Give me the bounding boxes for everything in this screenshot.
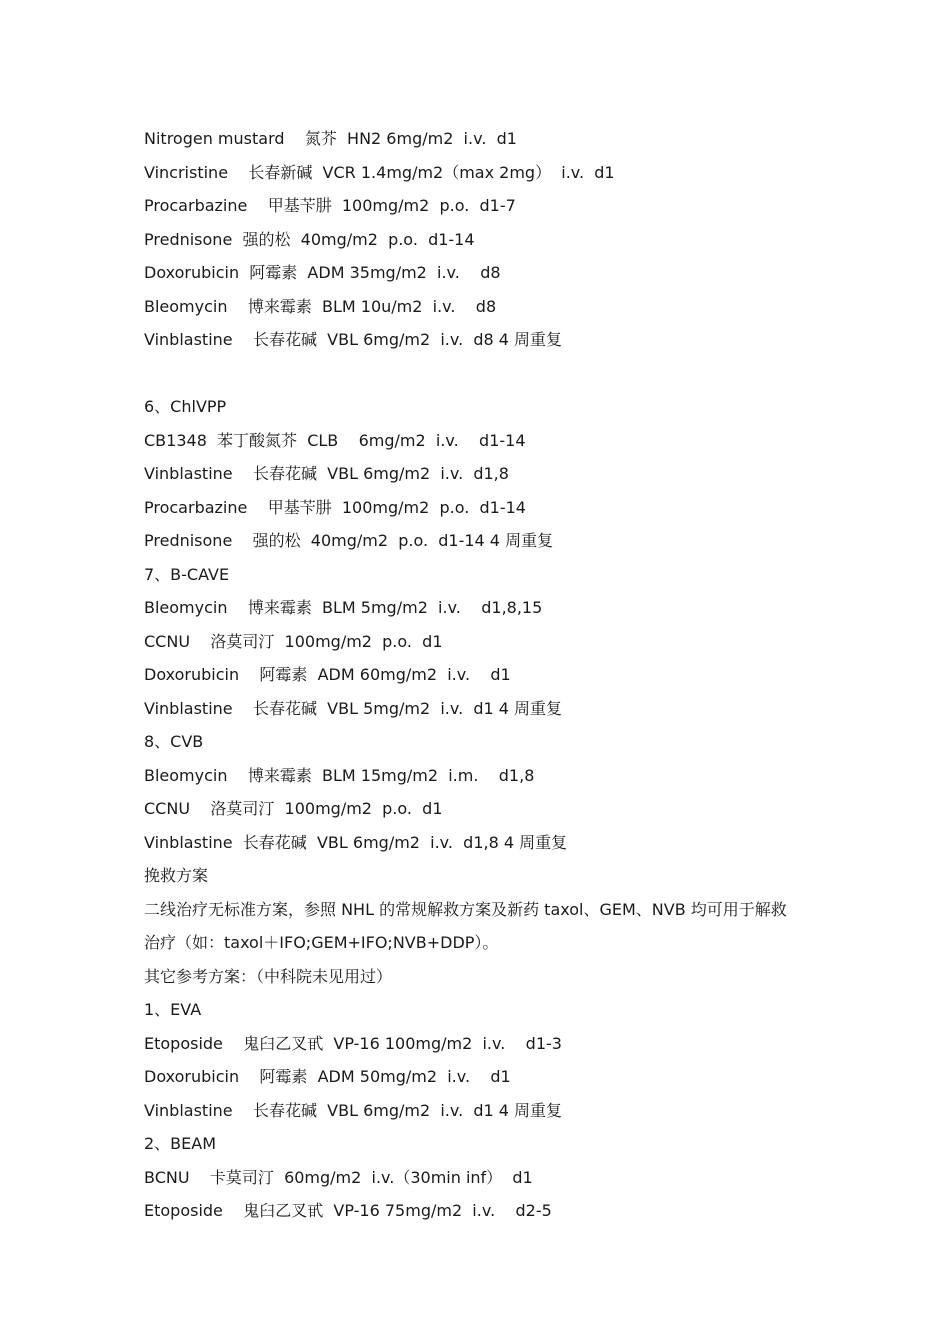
text-line: CCNU 洛莫司汀 100mg/m2 p.o. d1 <box>144 799 443 818</box>
text-line: Bleomycin 博来霉素 BLM 10u/m2 i.v. d8 <box>144 296 497 316</box>
text-line: Prednisone 强的松 40mg/m2 p.o. d1-14 <box>144 229 475 249</box>
text-line: BCNU 卡莫司汀 60mg/m2 i.v.（30min inf） d1 <box>144 1167 533 1187</box>
text-line: Procarbazine 甲基苄肼 100mg/m2 p.o. d1-14 <box>144 497 526 517</box>
document-body <box>144 125 844 1231</box>
section-heading: 7、B-CAVE <box>144 564 230 584</box>
text-line: CB1348 苯丁酸氮芥 CLB 6mg/m2 i.v. d1-14 <box>144 430 526 450</box>
blank-line <box>144 360 844 394</box>
text-line: Prednisone 强的松 40mg/m2 p.o. d1-14 4 周重复 <box>144 531 554 550</box>
text-line: Nitrogen mustard 氮芥 HN2 6mg/m2 i.v. d1 <box>144 129 517 148</box>
section-heading: 其它参考方案：（中科院未见用过） <box>144 966 393 986</box>
section-heading: 挽救方案 <box>144 866 209 885</box>
text-line: Vinblastine 长春花碱 VBL 6mg/m2 i.v. d1,8 4 周重复 <box>144 832 568 852</box>
section-heading: 8、CVB <box>144 732 204 751</box>
section-heading: 2、BEAM <box>144 1134 217 1153</box>
section-heading: 1、EVA <box>144 1000 202 1019</box>
text-line: Vinblastine 长春花碱 VBL 6mg/m2 i.v. d1 4 周重复 <box>144 1100 563 1120</box>
paragraph-line: 二线治疗无标准方案，参照 NHL 的常规解救方案及新药 taxol、GEM、NVB 均可用于解救 <box>144 899 787 919</box>
text-line: Vinblastine 长春花碱 VBL 5mg/m2 i.v. d1 4 周重复 <box>144 698 563 718</box>
text-line: Bleomycin 博来霉素 BLM 5mg/m2 i.v. d1,8,15 <box>144 598 543 617</box>
text-line: Etoposide 鬼臼乙叉甙 VP-16 100mg/m2 i.v. d1-3 <box>144 1033 562 1053</box>
text-line: Bleomycin 博来霉素 BLM 15mg/m2 i.m. d1,8 <box>144 765 535 785</box>
text-line: Vinblastine 长春花碱 VBL 6mg/m2 i.v. d8 4 周重复 <box>144 330 563 349</box>
text-line: CCNU 洛莫司汀 100mg/m2 p.o. d1 <box>144 631 443 651</box>
section-heading: 6、ChlVPP <box>144 397 227 416</box>
text-line: Doxorubicin 阿霉素 ADM 50mg/m2 i.v. d1 <box>144 1067 511 1086</box>
text-line: Doxorubicin 阿霉素 ADM 60mg/m2 i.v. d1 <box>144 665 511 684</box>
paragraph-line: 治疗（如：taxol＋IFO;GEM+IFO;NVB+DDP）。 <box>144 933 499 952</box>
text-line: Vinblastine 长春花碱 VBL 6mg/m2 i.v. d1,8 <box>144 464 509 483</box>
text-line: Doxorubicin 阿霉素 ADM 35mg/m2 i.v. d8 <box>144 263 501 282</box>
text-line: Vincristine 长春新碱 VCR 1.4mg/m2（max 2mg） i.v. d1 <box>144 162 615 182</box>
text-line: Etoposide 鬼臼乙叉甙 VP-16 75mg/m2 i.v. d2-5 <box>144 1201 552 1220</box>
text-line: Procarbazine 甲基苄肼 100mg/m2 p.o. d1-7 <box>144 196 516 215</box>
